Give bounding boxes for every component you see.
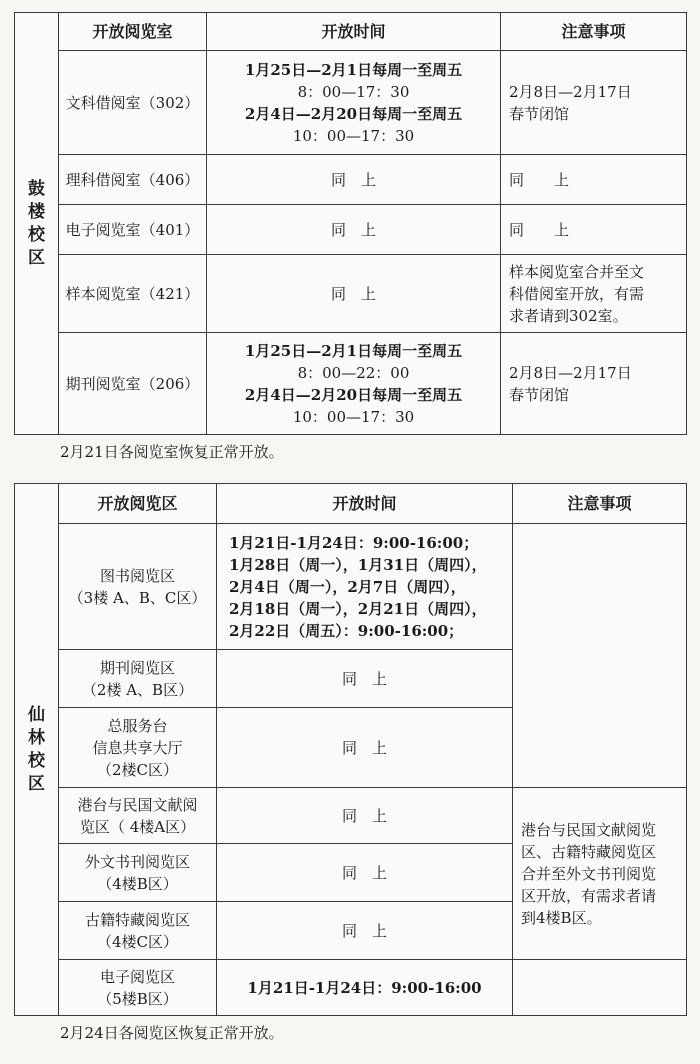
open-time: 1月25日—2月1日每周一至周五 8：00—22：00 2月4日—2月20日每周一至周五 10：00—17：30 xyxy=(207,333,501,435)
area-name: 图书阅览区 （3楼 A、B、C区） xyxy=(59,524,217,650)
area-name: 总服务台 信息共享大厅 （2楼C区） xyxy=(59,708,217,788)
header-time: 开放时间 xyxy=(207,13,501,51)
note-cell: 同 上 xyxy=(501,155,687,205)
gulou-footnote: 2月21日各阅览室恢复正常开放。 xyxy=(60,443,284,461)
open-time: 同 上 xyxy=(207,255,501,333)
header-time: 开放时间 xyxy=(217,484,513,524)
open-time: 同 上 xyxy=(217,902,513,960)
table-row xyxy=(15,788,687,844)
area-name: 期刊阅览区 （2楼 A、B区） xyxy=(59,650,217,708)
note-cell: 同 上 xyxy=(501,205,687,255)
open-time: 同 上 xyxy=(207,155,501,205)
note-cell: 样本阅览室合并至文 科借阅室开放，有需 求者请到302室。 xyxy=(501,255,687,333)
table-row xyxy=(15,51,687,155)
xianlin-campus-label: 仙 林 校 区 xyxy=(15,484,59,1016)
table-row xyxy=(15,960,687,1016)
area-name: 外文书刊阅览区 （4楼B区） xyxy=(59,844,217,902)
open-time: 同 上 xyxy=(217,708,513,788)
open-time: 同 上 xyxy=(217,788,513,844)
table-row xyxy=(15,255,687,333)
open-time: 同 上 xyxy=(207,205,501,255)
area-name: 港台与民国文献阅 览区（ 4楼A区） xyxy=(59,788,217,844)
room-name: 理科借阅室（406） xyxy=(59,155,207,205)
table-row xyxy=(15,524,687,650)
open-time: 同 上 xyxy=(217,844,513,902)
note-cell: 2月8日—2月17日 春节闭馆 xyxy=(501,333,687,435)
table-row xyxy=(15,155,687,205)
room-name: 期刊阅览室（206） xyxy=(59,333,207,435)
open-time: 1月25日—2月1日每周一至周五 8：00—17：30 2月4日—2月20日每周一至周五 10：00—17：30 xyxy=(207,51,501,155)
open-time: 1月21日-1月24日：9:00-16:00 xyxy=(217,960,513,1016)
note-cell-empty xyxy=(513,960,687,1016)
table-row xyxy=(15,333,687,435)
gulou-campus-label: 鼓 楼 校 区 xyxy=(15,13,59,435)
merge-note-cell: 港台与民国文献阅览 区、古籍特藏阅览区 合并至外文书刊阅览 区开放，有需求者请 到4楼B区。 xyxy=(513,788,687,960)
note-cell: 2月8日—2月17日 春节闭馆 xyxy=(501,51,687,155)
note-cell-empty xyxy=(513,524,687,788)
header-room: 开放阅览区 xyxy=(59,484,217,524)
header-room: 开放阅览室 xyxy=(59,13,207,51)
room-name: 电子阅览室（401） xyxy=(59,205,207,255)
header-note: 注意事项 xyxy=(513,484,687,524)
header-note: 注意事项 xyxy=(501,13,687,51)
room-name: 文科借阅室（302） xyxy=(59,51,207,155)
gulou-schedule-table xyxy=(14,12,687,435)
area-name: 电子阅览区 （5楼B区） xyxy=(59,960,217,1016)
xianlin-schedule-table xyxy=(14,483,687,1016)
room-name: 样本阅览室（421） xyxy=(59,255,207,333)
open-time: 同 上 xyxy=(217,650,513,708)
area-name: 古籍特藏阅览区 （4楼C区） xyxy=(59,902,217,960)
open-time: 1月21日-1月24日：9:00-16:00； 1月28日（周一），1月31日（周四）， 2月4日（周一），2月7日（周四）， 2月18日（周一），2月21日（周四）， 2月22日（周五）：9:00-16:00； xyxy=(217,524,513,650)
table-row xyxy=(15,205,687,255)
xianlin-footnote: 2月24日各阅览区恢复正常开放。 xyxy=(60,1024,284,1042)
